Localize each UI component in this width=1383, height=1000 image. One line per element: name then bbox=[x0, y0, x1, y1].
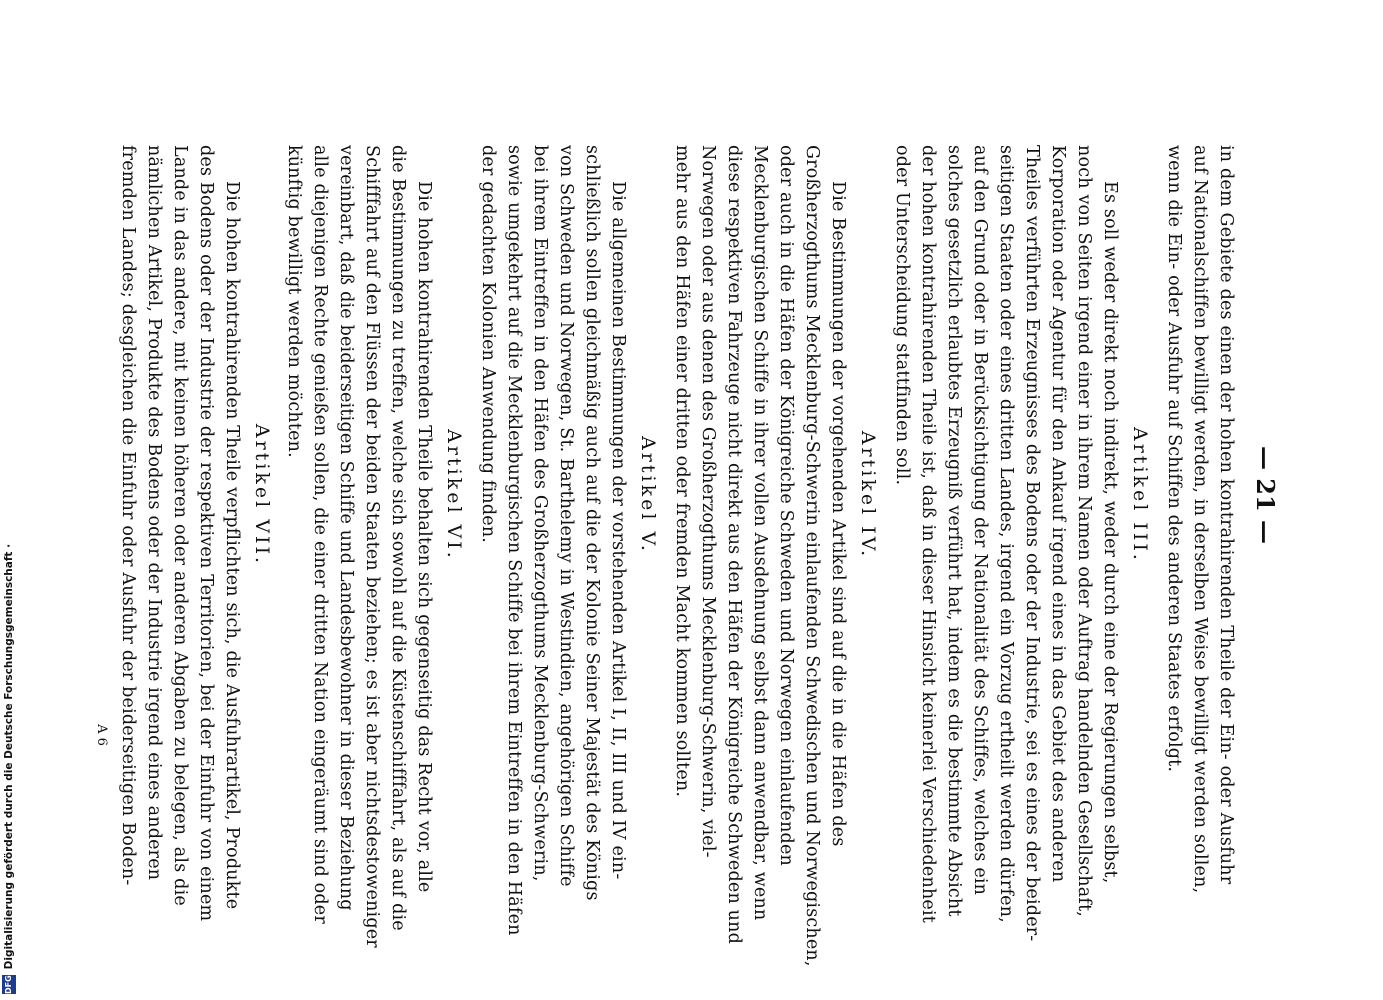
article-5-line-5: sowie umgekehrt auf die Mecklenburgischen Schiffe bei ihrem Eintreffen in den Häfen bbox=[504, 145, 524, 936]
article-4-line-5: diese respektiven Fahrzeuge nicht direkt aus den Häfen der Königreiche Schweden und bbox=[724, 145, 744, 945]
article-5-line-6: der gedachten Kolonien Anwendung finden. bbox=[478, 145, 498, 544]
article-6-line-6: künftig bewilligt werden möchten. bbox=[284, 145, 304, 458]
article-5-line-4: bei ihrem Eintreffen in den Häfen des Großherzogthums Mecklenburg-Schwerin, bbox=[530, 145, 550, 882]
article-3-line-8: der hohen kontrahirenden Theile ist, daß in dieser Hinsicht keinerlei Verschiedenheit bbox=[918, 145, 938, 924]
article-5-line-3: von Schweden und Norwegen, St. Barthelemy in Westindien, angehörigen Schiffe bbox=[556, 145, 576, 887]
article-4-line-3: oder auch in die Häfen der Königreiche Schweden und Norwegen einlaufenden bbox=[776, 145, 796, 866]
credit-text: Digitalisierung gefördert durch die Deutsche Forschungsgemeinschaft · bbox=[3, 543, 15, 970]
article-7-line-4: nämlichen Artikel, Produkte des Bodens oder der Industrie irgend eines anderen bbox=[144, 145, 164, 881]
document-page bbox=[94, 145, 1285, 967]
article-3-line-7: solches gesetzlich erlaubtes Erzeugniß verführt hat, indem es die bestimmte Absicht bbox=[944, 145, 964, 917]
article-4-heading: Artikel IV. bbox=[857, 430, 879, 560]
page-number: — 21 — bbox=[1251, 445, 1280, 545]
article-5-line-2: schließlich sollen gleichmäßig auch auf die der Kolonie Seiner Majestät des Königs bbox=[582, 145, 602, 901]
article-6-line-2: die Bestimmungen zu treffen, welche sich sowohl auf die Küstenschifffahrt, als auf die bbox=[388, 145, 408, 931]
article-3-heading: Artikel III. bbox=[1129, 427, 1151, 563]
signature-mark: A 6 bbox=[94, 724, 109, 746]
article-4-line-1: Die Bestimmungen der vorgehenden Artikel sind auf die in die Häfen des bbox=[828, 181, 848, 847]
article-3-line-6: auf den Grund oder in Berücksichtigung der Nationalität des Schiffes, welches ein bbox=[970, 145, 990, 896]
article-6-line-5: alle diejenigen Rechte genießen sollen, die einer dritten Nation eingeräumt sind oder bbox=[310, 145, 330, 924]
article-7-heading: Artikel VII. bbox=[251, 423, 273, 567]
article-3-line-9: oder Unterscheidung stattfinden soll. bbox=[892, 145, 912, 486]
article-3-line-5: seitigen Staaten oder eines dritten Landes, irgend ein Vorzug ertheilt werden dürfen, bbox=[996, 145, 1016, 923]
article-5-line-1: Die allgemeinen Bestimmungen der vorstehenden Artikel I, II, III und IV ein- bbox=[608, 181, 628, 880]
intro-line-3: wenn die Ein- oder Ausfuhr auf Schiffen des anderen Staates erfolgt. bbox=[1164, 145, 1184, 773]
article-4-line-7: mehr aus den Häfen einer dritten oder fremden Macht kommen sollten. bbox=[672, 145, 692, 798]
digitization-credit bbox=[0, 543, 18, 1000]
article-3-line-4: Theiles verführten Erzeugnisses des Bodens oder der Industrie, sei es eines der beider- bbox=[1022, 145, 1042, 942]
article-4-line-6: Norwegen oder aus denen des Großherzogthums Mecklenburg-Schwerin, viel- bbox=[698, 145, 718, 858]
article-4-line-2: Großherzogthums Mecklenburg-Schwerin einlaufenden Schwedischen und Norwegischen, bbox=[802, 145, 822, 967]
article-6-heading: Artikel VI. bbox=[443, 429, 465, 561]
article-7-line-5: fremden Landes; desgleichen die Einfuhr oder Ausfuhr der beiderseitigen Boden- bbox=[118, 145, 138, 886]
article-7-line-1: Die hohen kontrahirenden Theile verpflichten sich, die Ausfuhrartikel, Produkte bbox=[222, 181, 242, 910]
intro-line-1: in dem Gebiete des einen der hohen kontrahirenden Theile der Ein- oder Ausfuhr bbox=[1216, 145, 1236, 885]
article-3-line-1: Es soll weder direkt noch indirekt, weder durch eine der Regierungen selbst, bbox=[1100, 181, 1120, 884]
intro-line-2: auf Nationalschiffen bewilligt werden, in derselben Weise bewilligt werden sollen, bbox=[1190, 145, 1210, 894]
dfg-logo-icon: DFG bbox=[2, 975, 16, 994]
article-5-heading: Artikel V. bbox=[637, 436, 659, 554]
article-4-line-4: Mecklenburgischen Schiffe in ihrer vollen Ausdehnung selbst dann anwendbar, wenn bbox=[750, 145, 770, 921]
article-3-line-3: Korporation oder Agentur für den Ankauf irgend eines in das Gebiet des anderen bbox=[1048, 145, 1068, 883]
article-6-line-3: Schifffahrt auf den Flüssen der beiden Staaten beziehen; es ist aber nichtsdestoweniger bbox=[362, 145, 382, 948]
article-6-line-1: Die hohen kontrahirenden Theile behalten sich gegenseitig das Recht vor, alle bbox=[414, 181, 434, 893]
article-7-line-2: des Bodens oder der Industrie der respektiven Territorien, bei der Einfuhr von einem bbox=[196, 145, 216, 922]
article-3-line-2: noch von Seiten irgend einer in ihrem Namen oder Auftrag handelnden Gesellschaft, bbox=[1074, 145, 1094, 918]
article-7-line-3: Lande in das andere, mit keinen höheren oder anderen Abgaben zu belegen, als die bbox=[170, 145, 190, 906]
article-6-line-4: vereinbart, daß die beiderseitigen Schiffe und Landesbewohner in dieser Beziehung bbox=[336, 145, 356, 911]
